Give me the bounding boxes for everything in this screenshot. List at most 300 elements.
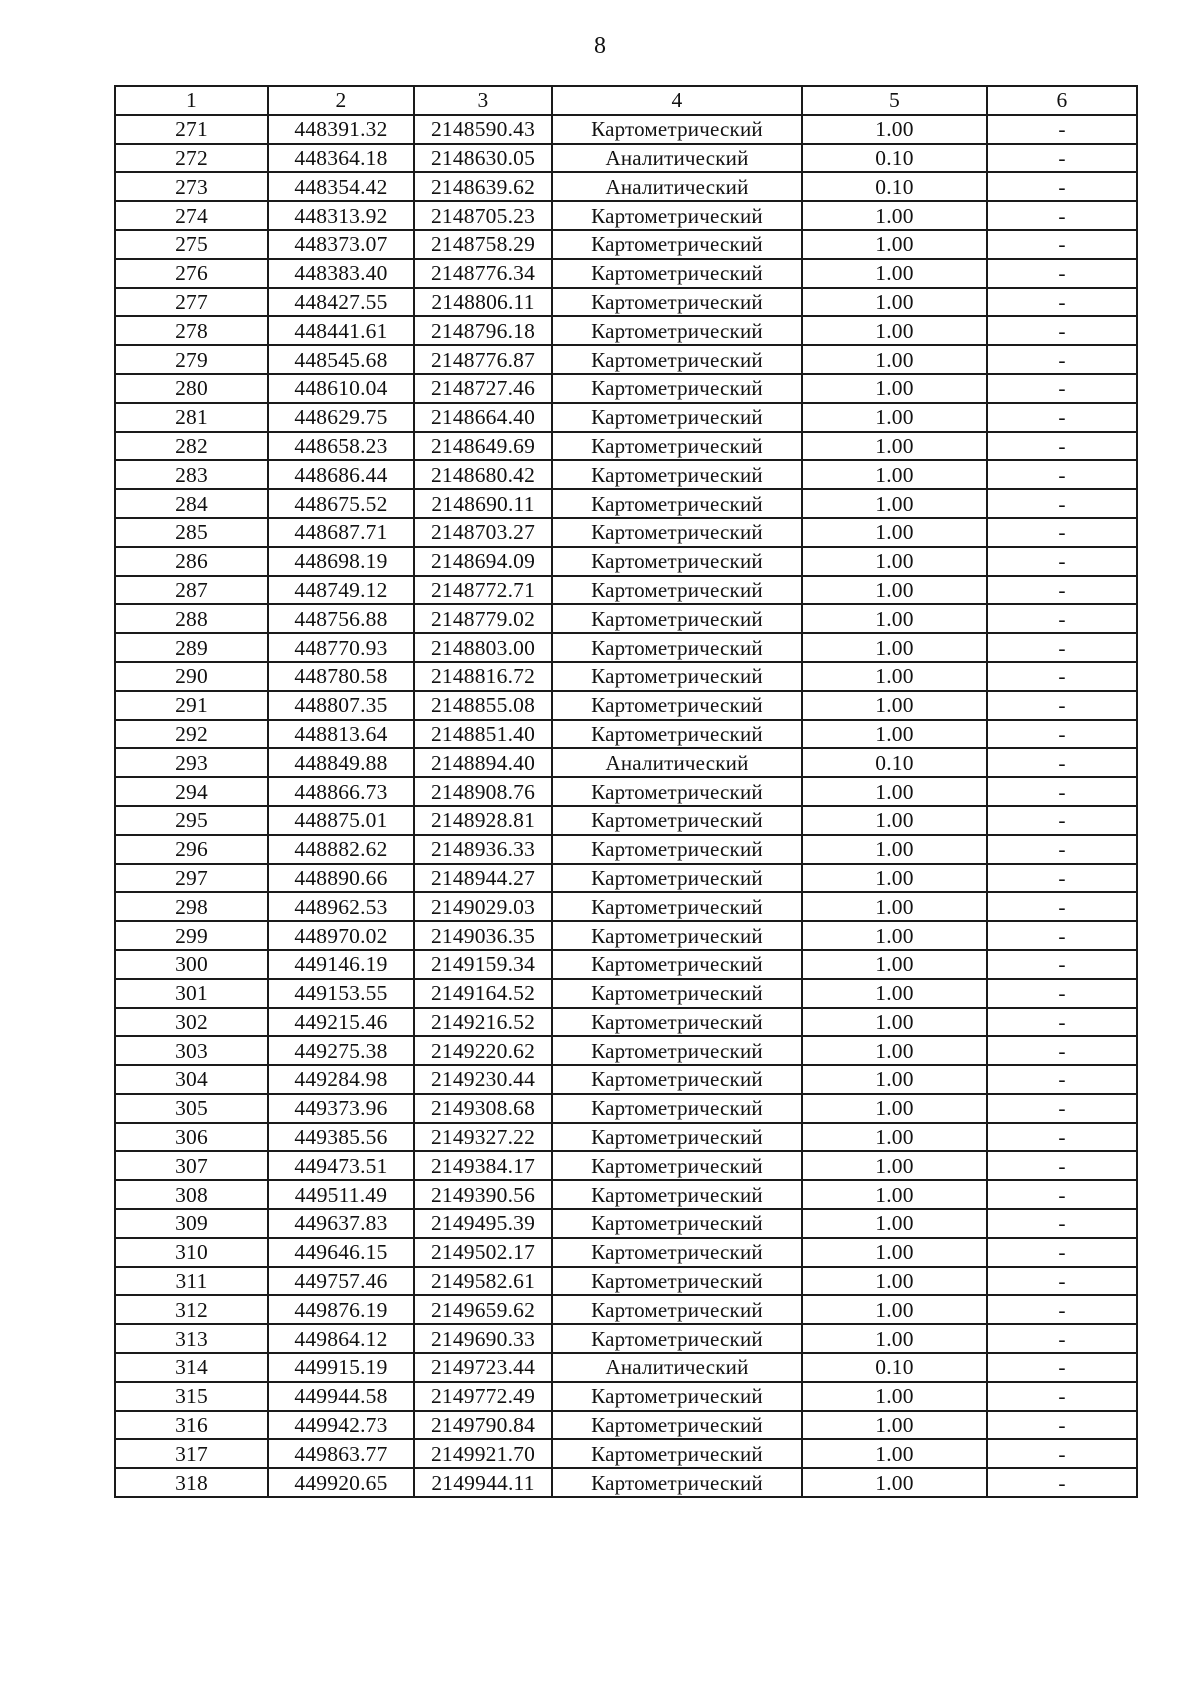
table-row [115, 806, 1137, 835]
method-cell: Картометрический [552, 518, 802, 547]
table-row [115, 1238, 1137, 1267]
point-number-cell: 289 [115, 633, 268, 662]
y-coordinate-cell: 2148690.11 [414, 489, 552, 518]
method-cell: Картометрический [552, 1180, 802, 1209]
x-coordinate-cell: 448545.68 [268, 345, 414, 374]
method-cell: Картометрический [552, 1468, 802, 1497]
point-number-cell: 311 [115, 1267, 268, 1296]
y-coordinate-cell: 2149690.33 [414, 1324, 552, 1353]
table-row [115, 1411, 1137, 1440]
y-coordinate-cell: 2148851.40 [414, 720, 552, 749]
x-coordinate-cell: 448749.12 [268, 576, 414, 605]
method-cell: Картометрический [552, 1411, 802, 1440]
y-coordinate-cell: 2148779.02 [414, 604, 552, 633]
point-number-cell: 310 [115, 1238, 268, 1267]
method-cell: Картометрический [552, 979, 802, 1008]
x-coordinate-cell: 449511.49 [268, 1180, 414, 1209]
method-cell: Картометрический [552, 777, 802, 806]
coordinates-table-wrapper [114, 85, 1138, 1498]
x-coordinate-cell: 448882.62 [268, 835, 414, 864]
x-coordinate-cell: 449942.73 [268, 1411, 414, 1440]
point-number-cell: 278 [115, 316, 268, 345]
accuracy-cell: 1.00 [802, 1180, 987, 1209]
accuracy-cell: 1.00 [802, 1324, 987, 1353]
y-coordinate-cell: 2149723.44 [414, 1353, 552, 1382]
description-cell: - [987, 662, 1137, 691]
table-row [115, 230, 1137, 259]
page-number: 8 [594, 33, 606, 59]
accuracy-cell: 0.10 [802, 1353, 987, 1382]
x-coordinate-cell: 449864.12 [268, 1324, 414, 1353]
point-number-cell: 317 [115, 1439, 268, 1468]
accuracy-cell: 1.00 [802, 547, 987, 576]
y-coordinate-cell: 2149944.11 [414, 1468, 552, 1497]
accuracy-cell: 1.00 [802, 1065, 987, 1094]
table-row [115, 432, 1137, 461]
y-coordinate-cell: 2148590.43 [414, 115, 552, 144]
point-number-cell: 276 [115, 259, 268, 288]
method-cell: Картометрический [552, 662, 802, 691]
point-number-cell: 294 [115, 777, 268, 806]
x-coordinate-cell: 449876.19 [268, 1295, 414, 1324]
table-row [115, 201, 1137, 230]
accuracy-cell: 1.00 [802, 518, 987, 547]
x-coordinate-cell: 449915.19 [268, 1353, 414, 1382]
column-header-3: 3 [414, 86, 552, 115]
description-cell: - [987, 1151, 1137, 1180]
method-cell: Картометрический [552, 633, 802, 662]
point-number-cell: 303 [115, 1036, 268, 1065]
accuracy-cell: 1.00 [802, 979, 987, 1008]
accuracy-cell: 1.00 [802, 1468, 987, 1497]
accuracy-cell: 1.00 [802, 1267, 987, 1296]
point-number-cell: 282 [115, 432, 268, 461]
method-cell: Картометрический [552, 691, 802, 720]
description-cell: - [987, 489, 1137, 518]
method-cell: Аналитический [552, 1353, 802, 1382]
method-cell: Картометрический [552, 950, 802, 979]
table-row [115, 633, 1137, 662]
point-number-cell: 274 [115, 201, 268, 230]
y-coordinate-cell: 2148796.18 [414, 316, 552, 345]
table-row [115, 892, 1137, 921]
point-number-cell: 315 [115, 1382, 268, 1411]
method-cell: Картометрический [552, 1094, 802, 1123]
y-coordinate-cell: 2148694.09 [414, 547, 552, 576]
table-row [115, 950, 1137, 979]
description-cell: - [987, 576, 1137, 605]
description-cell: - [987, 1439, 1137, 1468]
y-coordinate-cell: 2148772.71 [414, 576, 552, 605]
description-cell: - [987, 864, 1137, 893]
point-number-cell: 271 [115, 115, 268, 144]
y-coordinate-cell: 2149772.49 [414, 1382, 552, 1411]
y-coordinate-cell: 2149582.61 [414, 1267, 552, 1296]
table-row [115, 777, 1137, 806]
column-header-2: 2 [268, 86, 414, 115]
accuracy-cell: 1.00 [802, 489, 987, 518]
point-number-cell: 279 [115, 345, 268, 374]
table-row [115, 1324, 1137, 1353]
point-number-cell: 297 [115, 864, 268, 893]
x-coordinate-cell: 449385.56 [268, 1123, 414, 1152]
column-header-6: 6 [987, 86, 1137, 115]
description-cell: - [987, 950, 1137, 979]
table-row [115, 172, 1137, 201]
accuracy-cell: 0.10 [802, 144, 987, 173]
x-coordinate-cell: 448383.40 [268, 259, 414, 288]
y-coordinate-cell: 2148944.27 [414, 864, 552, 893]
description-cell: - [987, 892, 1137, 921]
description-cell: - [987, 1036, 1137, 1065]
x-coordinate-cell: 449863.77 [268, 1439, 414, 1468]
x-coordinate-cell: 449215.46 [268, 1008, 414, 1037]
accuracy-cell: 1.00 [802, 288, 987, 317]
accuracy-cell: 1.00 [802, 432, 987, 461]
point-number-cell: 296 [115, 835, 268, 864]
method-cell: Картометрический [552, 345, 802, 374]
accuracy-cell: 1.00 [802, 374, 987, 403]
description-cell: - [987, 518, 1137, 547]
table-row [115, 835, 1137, 864]
description-cell: - [987, 316, 1137, 345]
point-number-cell: 280 [115, 374, 268, 403]
description-cell: - [987, 1094, 1137, 1123]
method-cell: Картометрический [552, 1065, 802, 1094]
description-cell: - [987, 1008, 1137, 1037]
method-cell: Картометрический [552, 1382, 802, 1411]
table-row [115, 345, 1137, 374]
y-coordinate-cell: 2148758.29 [414, 230, 552, 259]
description-cell: - [987, 748, 1137, 777]
x-coordinate-cell: 448890.66 [268, 864, 414, 893]
description-cell: - [987, 921, 1137, 950]
x-coordinate-cell: 448962.53 [268, 892, 414, 921]
column-header-1: 1 [115, 86, 268, 115]
x-coordinate-cell: 449153.55 [268, 979, 414, 1008]
description-cell: - [987, 547, 1137, 576]
table-row [115, 1065, 1137, 1094]
table-row [115, 547, 1137, 576]
description-cell: - [987, 403, 1137, 432]
description-cell: - [987, 288, 1137, 317]
description-cell: - [987, 720, 1137, 749]
y-coordinate-cell: 2148803.00 [414, 633, 552, 662]
table-row [115, 691, 1137, 720]
method-cell: Аналитический [552, 748, 802, 777]
point-number-cell: 304 [115, 1065, 268, 1094]
y-coordinate-cell: 2148680.42 [414, 460, 552, 489]
method-cell: Картометрический [552, 115, 802, 144]
point-number-cell: 318 [115, 1468, 268, 1497]
table-row [115, 1295, 1137, 1324]
y-coordinate-cell: 2148776.34 [414, 259, 552, 288]
point-number-cell: 314 [115, 1353, 268, 1382]
point-number-cell: 291 [115, 691, 268, 720]
method-cell: Картометрический [552, 1209, 802, 1238]
x-coordinate-cell: 448780.58 [268, 662, 414, 691]
point-number-cell: 272 [115, 144, 268, 173]
point-number-cell: 277 [115, 288, 268, 317]
method-cell: Картометрический [552, 1439, 802, 1468]
x-coordinate-cell: 449646.15 [268, 1238, 414, 1267]
x-coordinate-cell: 449637.83 [268, 1209, 414, 1238]
x-coordinate-cell: 448610.04 [268, 374, 414, 403]
x-coordinate-cell: 448970.02 [268, 921, 414, 950]
point-number-cell: 300 [115, 950, 268, 979]
description-cell: - [987, 1065, 1137, 1094]
y-coordinate-cell: 2149230.44 [414, 1065, 552, 1094]
method-cell: Картометрический [552, 806, 802, 835]
accuracy-cell: 1.00 [802, 576, 987, 605]
accuracy-cell: 0.10 [802, 172, 987, 201]
y-coordinate-cell: 2148855.08 [414, 691, 552, 720]
x-coordinate-cell: 449920.65 [268, 1468, 414, 1497]
method-cell: Картометрический [552, 489, 802, 518]
description-cell: - [987, 460, 1137, 489]
accuracy-cell: 1.00 [802, 115, 987, 144]
method-cell: Картометрический [552, 892, 802, 921]
table-row [115, 1267, 1137, 1296]
x-coordinate-cell: 449373.96 [268, 1094, 414, 1123]
method-cell: Картометрический [552, 1036, 802, 1065]
method-cell: Картометрический [552, 230, 802, 259]
method-cell: Картометрический [552, 547, 802, 576]
point-number-cell: 273 [115, 172, 268, 201]
y-coordinate-cell: 2148936.33 [414, 835, 552, 864]
x-coordinate-cell: 448364.18 [268, 144, 414, 173]
description-cell: - [987, 979, 1137, 1008]
y-coordinate-cell: 2148639.62 [414, 172, 552, 201]
method-cell: Картометрический [552, 1123, 802, 1152]
method-cell: Картометрический [552, 604, 802, 633]
y-coordinate-cell: 2148816.72 [414, 662, 552, 691]
x-coordinate-cell: 448807.35 [268, 691, 414, 720]
description-cell: - [987, 604, 1137, 633]
accuracy-cell: 1.00 [802, 1151, 987, 1180]
method-cell: Картометрический [552, 374, 802, 403]
accuracy-cell: 1.00 [802, 201, 987, 230]
x-coordinate-cell: 448698.19 [268, 547, 414, 576]
description-cell: - [987, 115, 1137, 144]
x-coordinate-cell: 448687.71 [268, 518, 414, 547]
description-cell: - [987, 806, 1137, 835]
coordinates-table [114, 85, 1138, 1498]
method-cell: Картометрический [552, 316, 802, 345]
y-coordinate-cell: 2149327.22 [414, 1123, 552, 1152]
description-cell: - [987, 1238, 1137, 1267]
x-coordinate-cell: 449284.98 [268, 1065, 414, 1094]
table-row [115, 1036, 1137, 1065]
description-cell: - [987, 1295, 1137, 1324]
accuracy-cell: 1.00 [802, 892, 987, 921]
description-cell: - [987, 345, 1137, 374]
table-row [115, 1094, 1137, 1123]
point-number-cell: 313 [115, 1324, 268, 1353]
description-cell: - [987, 835, 1137, 864]
y-coordinate-cell: 2149384.17 [414, 1151, 552, 1180]
description-cell: - [987, 1209, 1137, 1238]
accuracy-cell: 1.00 [802, 633, 987, 662]
x-coordinate-cell: 448313.92 [268, 201, 414, 230]
method-cell: Аналитический [552, 172, 802, 201]
method-cell: Картометрический [552, 460, 802, 489]
table-row [115, 604, 1137, 633]
x-coordinate-cell: 448629.75 [268, 403, 414, 432]
method-cell: Картометрический [552, 1151, 802, 1180]
point-number-cell: 302 [115, 1008, 268, 1037]
x-coordinate-cell: 448675.52 [268, 489, 414, 518]
point-number-cell: 305 [115, 1094, 268, 1123]
y-coordinate-cell: 2149164.52 [414, 979, 552, 1008]
description-cell: - [987, 1411, 1137, 1440]
x-coordinate-cell: 448866.73 [268, 777, 414, 806]
point-number-cell: 285 [115, 518, 268, 547]
description-cell: - [987, 777, 1137, 806]
point-number-cell: 288 [115, 604, 268, 633]
point-number-cell: 287 [115, 576, 268, 605]
accuracy-cell: 1.00 [802, 1295, 987, 1324]
point-number-cell: 306 [115, 1123, 268, 1152]
table-row [115, 403, 1137, 432]
column-header-4: 4 [552, 86, 802, 115]
table-row [115, 288, 1137, 317]
description-cell: - [987, 1468, 1137, 1497]
point-number-cell: 301 [115, 979, 268, 1008]
y-coordinate-cell: 2148894.40 [414, 748, 552, 777]
method-cell: Картометрический [552, 259, 802, 288]
description-cell: - [987, 1324, 1137, 1353]
accuracy-cell: 1.00 [802, 1238, 987, 1267]
point-number-cell: 312 [115, 1295, 268, 1324]
y-coordinate-cell: 2149502.17 [414, 1238, 552, 1267]
table-row [115, 1151, 1137, 1180]
x-coordinate-cell: 448875.01 [268, 806, 414, 835]
table-row [115, 1180, 1137, 1209]
accuracy-cell: 1.00 [802, 777, 987, 806]
x-coordinate-cell: 449473.51 [268, 1151, 414, 1180]
description-cell: - [987, 230, 1137, 259]
accuracy-cell: 1.00 [802, 1008, 987, 1037]
accuracy-cell: 1.00 [802, 1094, 987, 1123]
table-row [115, 374, 1137, 403]
table-row [115, 518, 1137, 547]
x-coordinate-cell: 449275.38 [268, 1036, 414, 1065]
y-coordinate-cell: 2148703.27 [414, 518, 552, 547]
y-coordinate-cell: 2149029.03 [414, 892, 552, 921]
point-number-cell: 293 [115, 748, 268, 777]
accuracy-cell: 1.00 [802, 864, 987, 893]
accuracy-cell: 1.00 [802, 921, 987, 950]
point-number-cell: 283 [115, 460, 268, 489]
method-cell: Картометрический [552, 921, 802, 950]
table-row [115, 460, 1137, 489]
table-row [115, 576, 1137, 605]
x-coordinate-cell: 448658.23 [268, 432, 414, 461]
x-coordinate-cell: 448373.07 [268, 230, 414, 259]
point-number-cell: 286 [115, 547, 268, 576]
table-header-row [115, 86, 1137, 115]
table-row [115, 259, 1137, 288]
table-row [115, 720, 1137, 749]
method-cell: Картометрический [552, 720, 802, 749]
y-coordinate-cell: 2149216.52 [414, 1008, 552, 1037]
accuracy-cell: 1.00 [802, 345, 987, 374]
table-row [115, 748, 1137, 777]
description-cell: - [987, 172, 1137, 201]
table-row [115, 1382, 1137, 1411]
method-cell: Картометрический [552, 835, 802, 864]
accuracy-cell: 1.00 [802, 1382, 987, 1411]
y-coordinate-cell: 2148649.69 [414, 432, 552, 461]
accuracy-cell: 1.00 [802, 403, 987, 432]
accuracy-cell: 1.00 [802, 230, 987, 259]
accuracy-cell: 0.10 [802, 748, 987, 777]
point-number-cell: 290 [115, 662, 268, 691]
description-cell: - [987, 144, 1137, 173]
accuracy-cell: 1.00 [802, 1036, 987, 1065]
table-row [115, 1353, 1137, 1382]
accuracy-cell: 1.00 [802, 259, 987, 288]
table-body [115, 115, 1137, 1497]
y-coordinate-cell: 2149495.39 [414, 1209, 552, 1238]
table-row [115, 921, 1137, 950]
point-number-cell: 295 [115, 806, 268, 835]
point-number-cell: 308 [115, 1180, 268, 1209]
method-cell: Картометрический [552, 576, 802, 605]
description-cell: - [987, 259, 1137, 288]
point-number-cell: 307 [115, 1151, 268, 1180]
x-coordinate-cell: 449146.19 [268, 950, 414, 979]
column-header-5: 5 [802, 86, 987, 115]
y-coordinate-cell: 2149159.34 [414, 950, 552, 979]
x-coordinate-cell: 449944.58 [268, 1382, 414, 1411]
y-coordinate-cell: 2149390.56 [414, 1180, 552, 1209]
table-row [115, 1008, 1137, 1037]
table-row [115, 1209, 1137, 1238]
accuracy-cell: 1.00 [802, 806, 987, 835]
accuracy-cell: 1.00 [802, 1439, 987, 1468]
description-cell: - [987, 1267, 1137, 1296]
y-coordinate-cell: 2148630.05 [414, 144, 552, 173]
description-cell: - [987, 691, 1137, 720]
method-cell: Картометрический [552, 1008, 802, 1037]
method-cell: Картометрический [552, 201, 802, 230]
method-cell: Картометрический [552, 1267, 802, 1296]
y-coordinate-cell: 2148727.46 [414, 374, 552, 403]
method-cell: Картометрический [552, 403, 802, 432]
point-number-cell: 309 [115, 1209, 268, 1238]
method-cell: Картометрический [552, 1324, 802, 1353]
point-number-cell: 281 [115, 403, 268, 432]
y-coordinate-cell: 2148928.81 [414, 806, 552, 835]
method-cell: Картометрический [552, 1295, 802, 1324]
y-coordinate-cell: 2149790.84 [414, 1411, 552, 1440]
y-coordinate-cell: 2148776.87 [414, 345, 552, 374]
method-cell: Картометрический [552, 288, 802, 317]
y-coordinate-cell: 2149921.70 [414, 1439, 552, 1468]
description-cell: - [987, 1353, 1137, 1382]
accuracy-cell: 1.00 [802, 691, 987, 720]
y-coordinate-cell: 2149308.68 [414, 1094, 552, 1123]
y-coordinate-cell: 2149659.62 [414, 1295, 552, 1324]
accuracy-cell: 1.00 [802, 460, 987, 489]
point-number-cell: 284 [115, 489, 268, 518]
table-row [115, 1468, 1137, 1497]
description-cell: - [987, 374, 1137, 403]
description-cell: - [987, 633, 1137, 662]
point-number-cell: 299 [115, 921, 268, 950]
